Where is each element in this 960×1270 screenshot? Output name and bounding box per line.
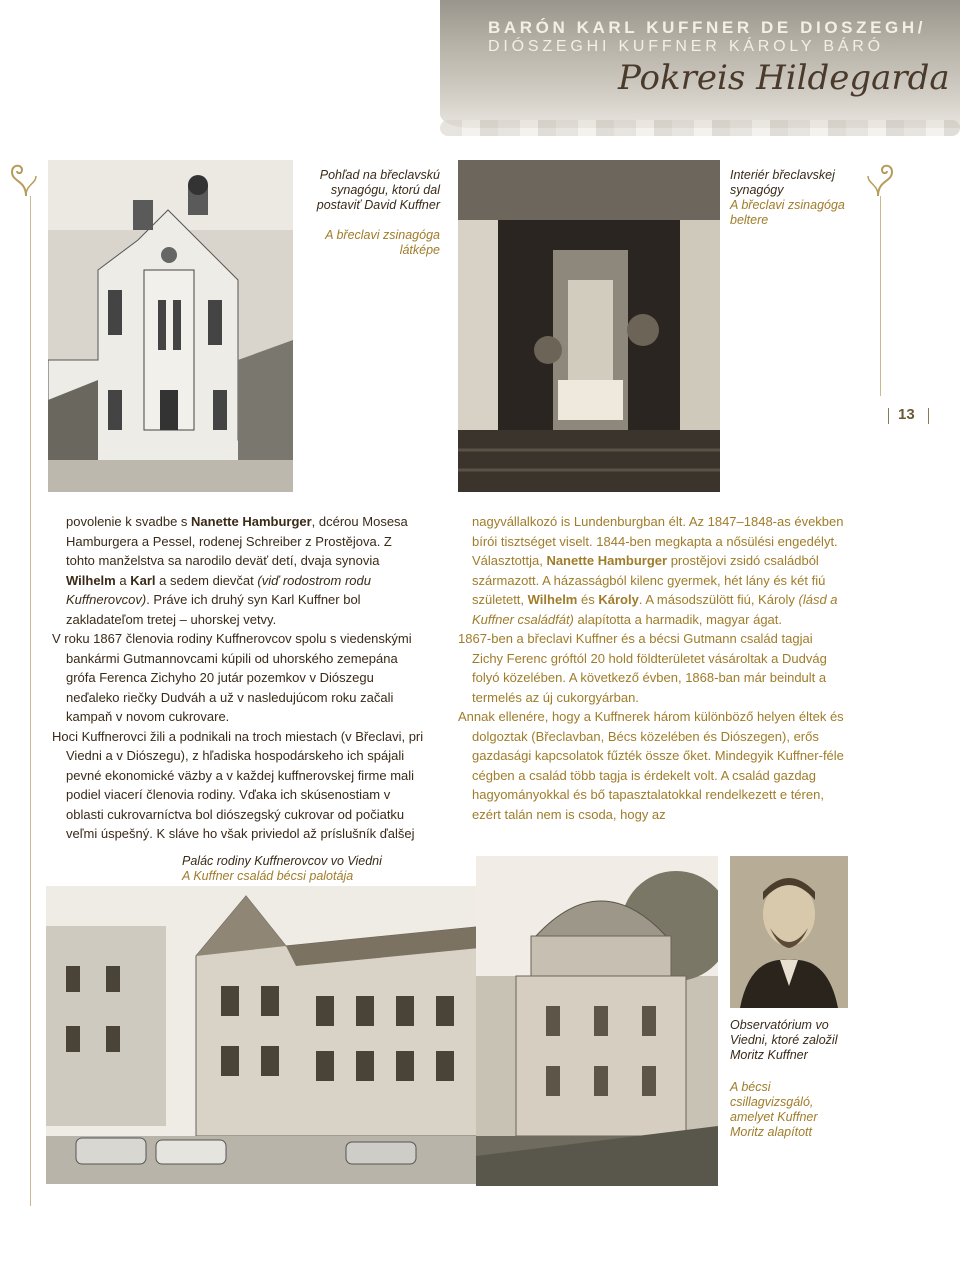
palace-photo: [46, 886, 500, 1184]
paragraph-hu-2: 1867-ben a břeclavi Kuffner és a bécsi Gutmann család tagjai Zichy Ferenc gróftól 20 hold földterületet vásároltak a Dudvág folyó közelében. A következő évben, 1868-ban már beindult a termelés az új cukorgyárban.: [458, 631, 827, 705]
caption-palace-sk: Palác rodiny Kuffnerovcov vo Viedni: [182, 854, 382, 868]
caption-observatory-sk: Observatórium vo Viedni, ktoré založil Moritz Kuffner: [730, 1018, 838, 1062]
text-column-hu: [458, 512, 844, 824]
paragraph-hu-1: nagyvállalkozó is Lundenburgban élt. Az 1847–1848-as években bírói tisztséget viselt. 1844-ben megkapta a nősülési engedélyt. Választottja, Nanette Hamburger prostějovi zsidó családból származott. A házasságból kilenc gyermek, hét lány és két fiú született, Wilhelm és Károly. A másodszülött fiú, Károly (lásd a Kuffner családfát) alapította a harmadik, magyar ágat.: [472, 514, 844, 627]
header-title-line2: DIÓSZEGHI KUFFNER KÁROLY BÁRÓ: [488, 38, 884, 55]
header-author: Pokreis Hildegarda: [618, 58, 950, 98]
page-number-bar-left: [888, 408, 889, 424]
caption-synagogue-hu: A břeclavi zsinagóga látképe: [325, 228, 440, 257]
paragraph-sk-1: povolenie k svadbe s Nanette Hamburger, dcérou Mosesa Hamburgera a Pessel, rodenej Schreiber z Prostějova. Z tohto manželstva sa narodilo deväť detí, dvaja synovia Wilhelm a Karl a sedem dievčat (viď rodostrom rodu Kuffnerovcov). Práve ich druhý syn Karl Kuffner bol zakladateľom tretej – uhorskej vetvy.: [66, 514, 408, 627]
caption-interior-sk: Interiér břeclavskej synagógy: [730, 168, 835, 197]
text-column-sk: [52, 512, 424, 844]
caption-synagogue-sk: Pohľad na břeclavskú synagógu, ktorú dal postaviť David Kuffner: [316, 168, 440, 212]
left-rule: [30, 196, 31, 1206]
portrait-photo: [730, 856, 848, 1008]
synagogue-interior-photo: [458, 160, 720, 492]
paragraph-hu-3: Annak ellenére, hogy a Kuffnerek három különböző helyen éltek és dolgoztak (Břeclavban, Bécs közelében és Diószegen), erős gazdasági kapcsolatok fűzték össze őket. Mindegyik Kuffner-féle cégben a család több tagja is érdekelt volt. A család gazdag hagyományokkal és bő tapasztalatokkal rendelkezett e téren, ezért talán nem is csoda, hogy az: [458, 709, 844, 822]
synagogue-exterior-photo: [48, 160, 293, 492]
caption-interior-hu: A břeclavi zsinagóga beltere: [730, 198, 845, 227]
paragraph-sk-2: V roku 1867 členovia rodiny Kuffnerovcov spolu s viedenskými bankármi Gutmannovcami kúpili od uhorského zemepána grófa Ferenca Zichyho 20 jutár pozemkov v Diószegu neďaleko riečky Dudváh a už v nasledujúcom roku začali kampaň v novom cukrovare.: [52, 631, 412, 724]
caption-palace-hu: A Kuffner család bécsi palotája: [182, 869, 354, 883]
scroll-ornament-icon: [6, 160, 46, 206]
observatory-photo: [476, 856, 718, 1186]
header-title-line1: BARÓN KARL KUFFNER DE DIOSZEGH/: [488, 18, 927, 37]
scroll-ornament-icon: [858, 160, 898, 206]
caption-observatory-hu: A bécsi csillagvizsgáló, amelyet Kuffner Moritz alapított: [730, 1080, 818, 1139]
page-number-bar-right: [928, 408, 929, 424]
right-rule: [880, 196, 881, 396]
page-number: 13: [898, 406, 915, 423]
paragraph-sk-3: Hoci Kuffnerovci žili a podnikali na troch miestach (v Břeclavi, pri Viedni a v Diószegu), z hľadiska hospodárskeho ich spájali pevné ekonomické väzby a v každej kuffnerovskej firme mali podiel viacerí členovia rodiny. Vďaka ich skúsenostiam v oblasti cukrovarníctva bol diószegský cukrovar od počiatku veľmi úspešný. K sláve ho však priviedol až príslušník ďalšej: [52, 728, 424, 841]
